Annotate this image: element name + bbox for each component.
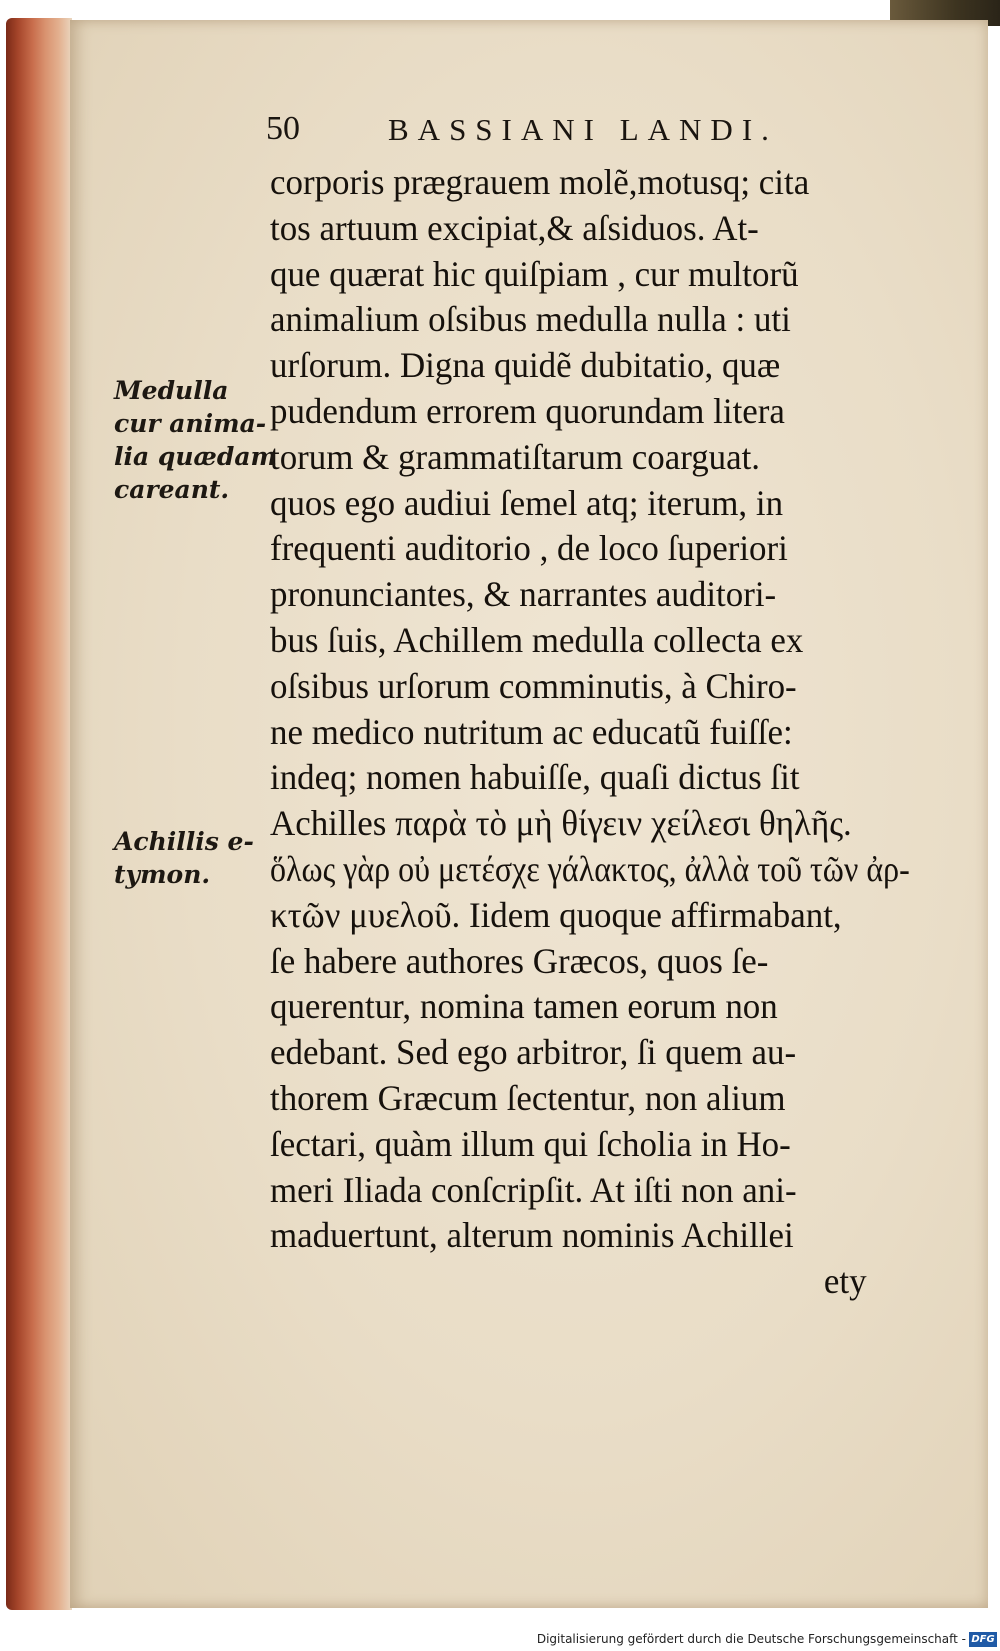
running-head-author: BASSIANI LANDI. [388, 112, 778, 147]
text-line: quos ego audiui ſemel atq; iterum, in [270, 482, 784, 523]
book-page-edges [6, 18, 72, 1610]
marginal-note-achillis [114, 825, 254, 891]
text-line: bus ſuis, Achillem medulla collecta ex [270, 619, 804, 660]
text-line: que quærat hic quiſpiam , cur multorũ [270, 253, 799, 294]
text-line: Achilles παρὰ τὸ μὴ θίγειν χείλεσι θηλῆς. [270, 803, 852, 844]
text-line: frequenti auditorio , de loco ſuperiori [270, 528, 788, 569]
text-line: κτῶν μυελοῦ. Iidem quoque affirmabant, [270, 894, 842, 935]
text-line: ὅλως γὰρ οὐ μετέσχε γάλακτος, ἀλλὰ τοῦ τῶν ἀρ- [270, 848, 910, 889]
marginal-note-line: cur anima- [114, 409, 267, 438]
marginal-note-line: Achillis e- [114, 827, 254, 856]
text-line: urſorum. Digna quidẽ dubitatio, quæ [270, 345, 781, 386]
dfg-logo: DFG [969, 1632, 997, 1647]
text-line: edebant. Sed ego arbitror, ſi quem au- [270, 1032, 797, 1073]
text-line: corporis prægrauem molẽ,motusq; cita [270, 162, 810, 202]
marginal-note-medulla [114, 374, 277, 506]
text-line: thorem Græcum ſectentur, non alium [270, 1077, 786, 1118]
text-line: meri Iliada conſcripſit. At iſti non ani- [270, 1169, 797, 1210]
text-line: pronunciantes, & narrantes auditori- [270, 574, 777, 615]
page-number: 50 [266, 110, 300, 147]
text-line: maduertunt, alterum nominis Achillei [270, 1215, 794, 1256]
running-head [266, 110, 886, 150]
text-line: ne medico nutritum ac educatũ fuiſſe: [270, 711, 793, 752]
digitization-footer [0, 1630, 1000, 1651]
text-line: indeq; nomen habuiſſe, quaſi dictus ſit [270, 757, 800, 798]
marginal-note-line: lia quædam [114, 442, 277, 471]
text-line: pudendum errorem quorundam litera [270, 390, 785, 431]
text-line: querentur, nomina tamen eorum non [270, 986, 778, 1027]
text-line: animalium oſsibus medulla nulla : uti [270, 299, 791, 340]
marginal-note-line: Medulla [114, 376, 229, 405]
main-text-block [270, 160, 930, 1305]
text-line: ſectari, quàm illum qui ſcholia in Ho- [270, 1123, 791, 1164]
text-line: ſe habere authores Græcos, quos ſe- [270, 940, 769, 981]
funding-credit: Digitalisierung gefördert durch die Deutsche Forschungsgemeinschaft - [536, 1632, 966, 1646]
marginal-note-line: tymon. [114, 860, 211, 889]
marginal-note-line: careant. [114, 475, 230, 504]
catchword: ety [823, 1261, 867, 1302]
text-line: torum & grammatiſtarum coarguat. [270, 436, 761, 477]
text-line: tos artuum excipiat,& aſsiduos. At- [270, 207, 759, 248]
text-line: oſsibus urſorum comminutis, à Chiro- [270, 665, 797, 706]
